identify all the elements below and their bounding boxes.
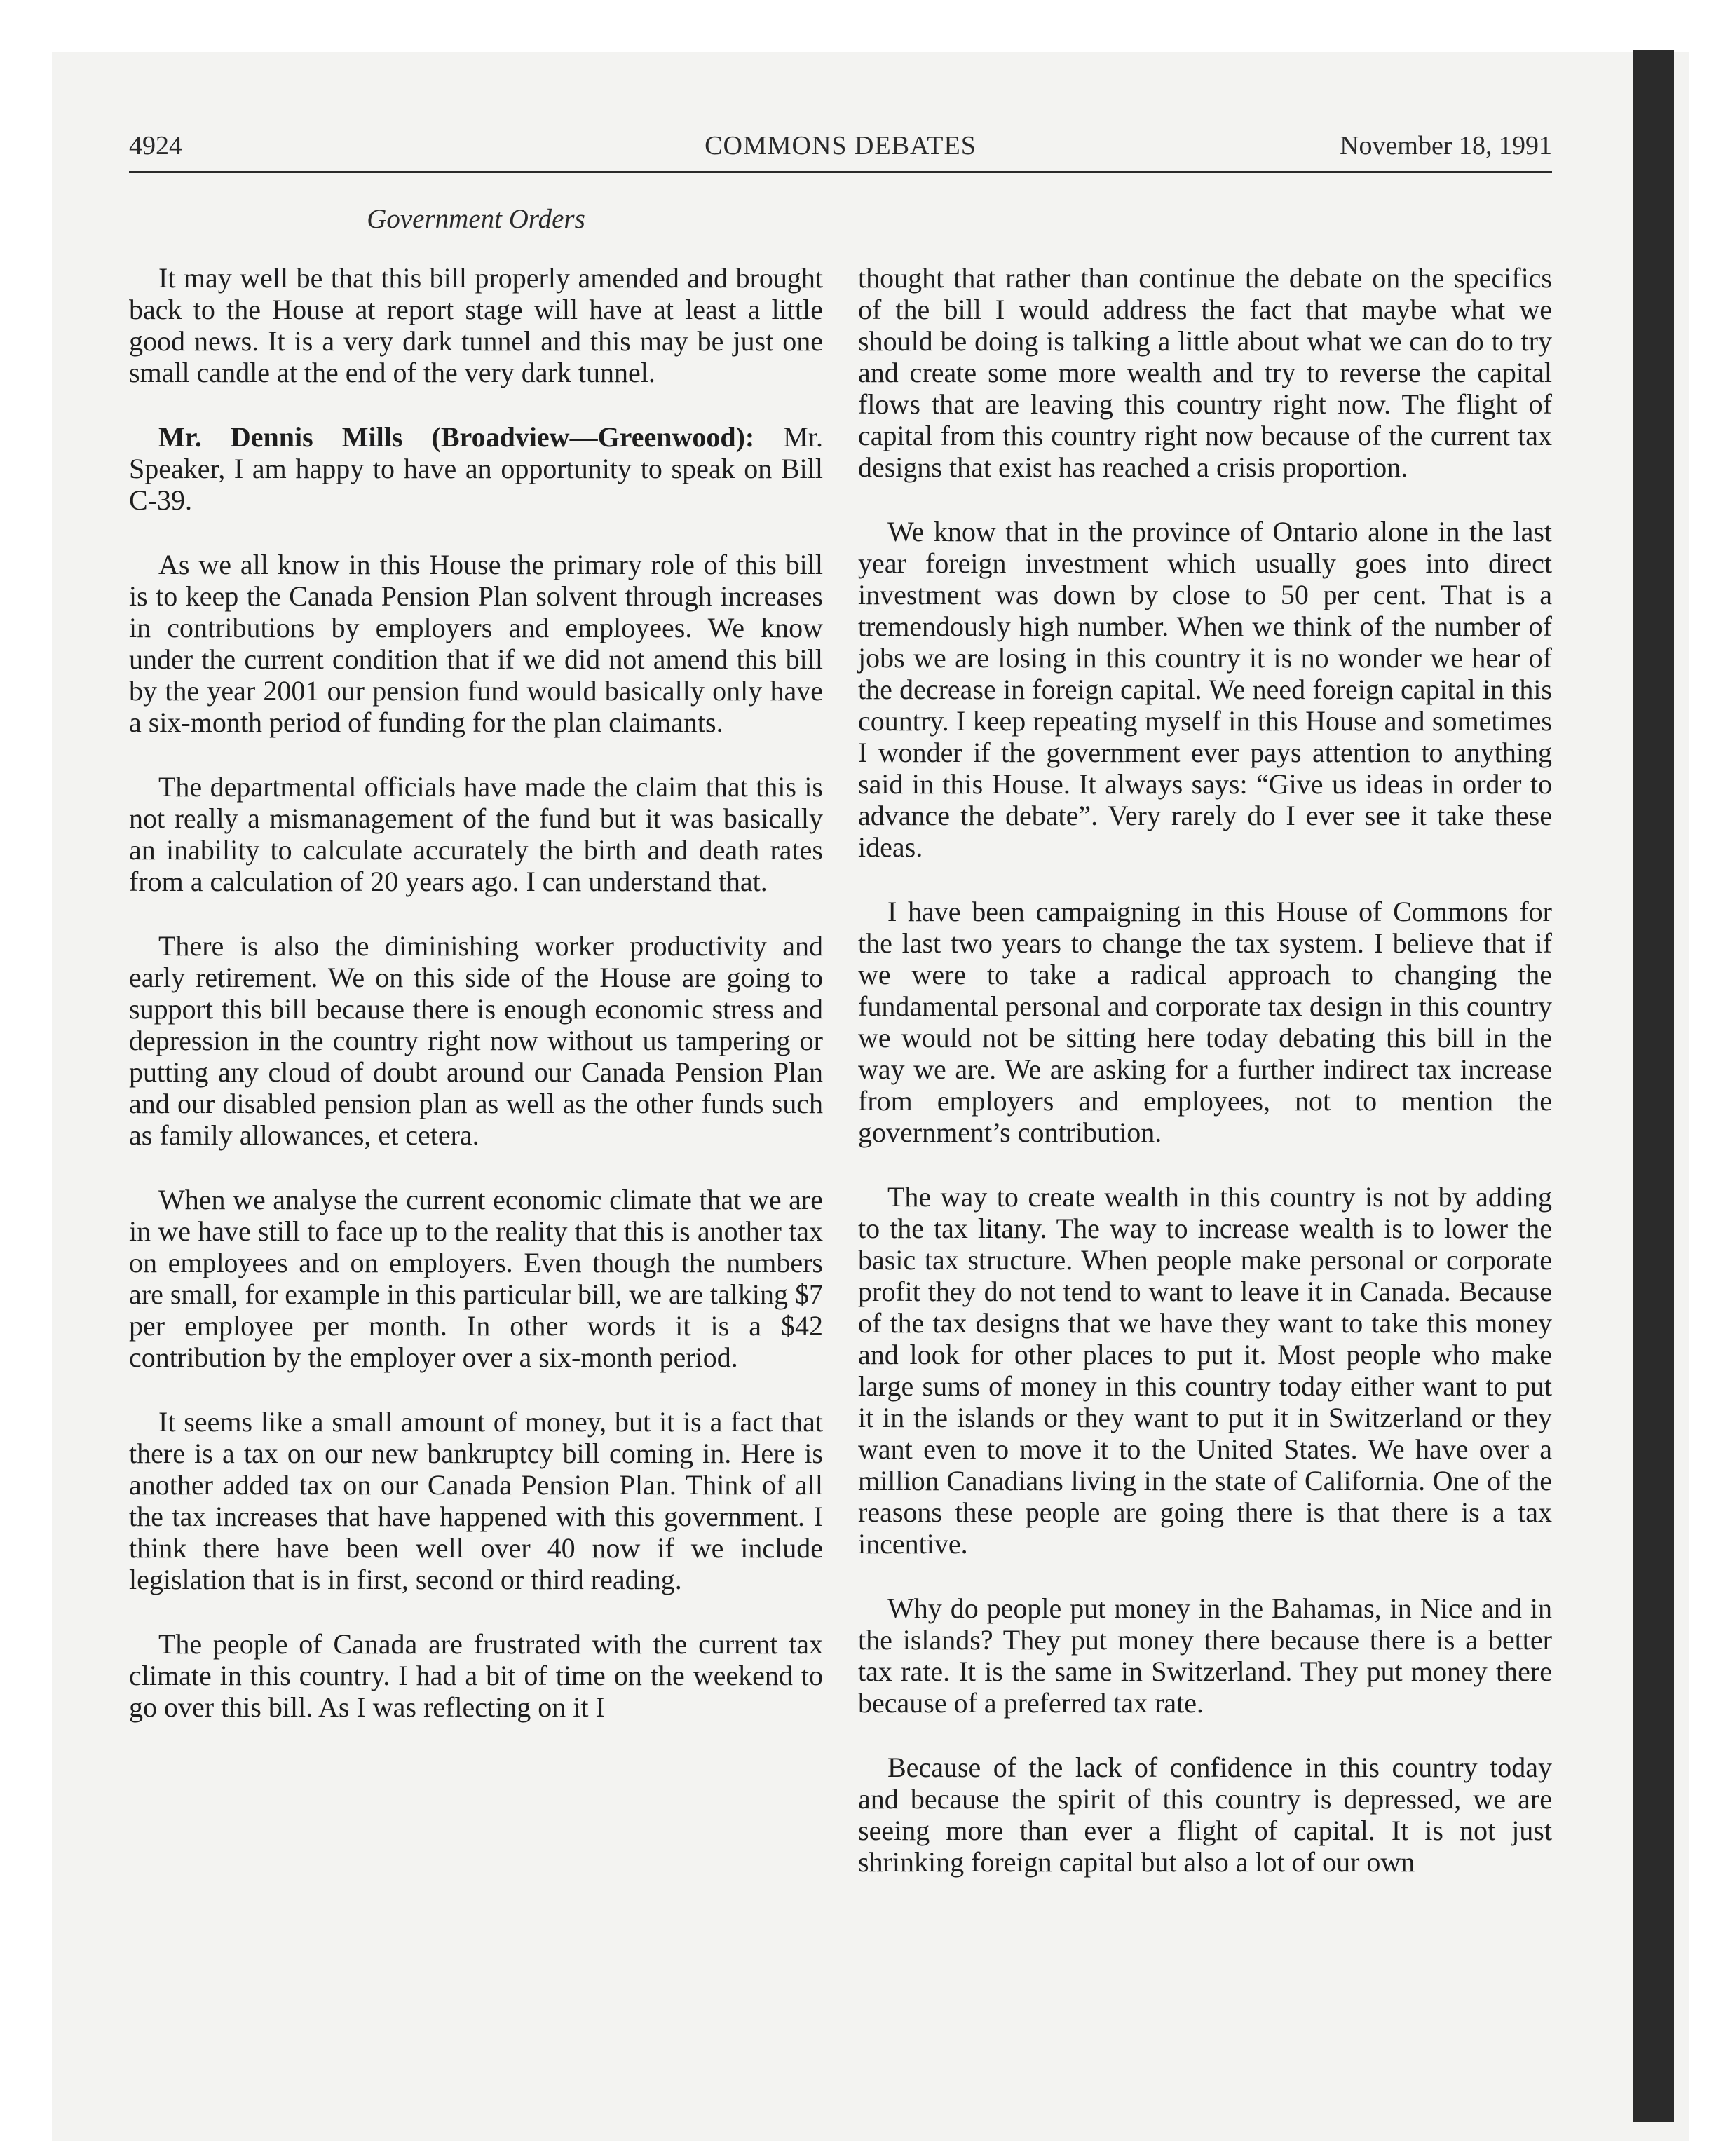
paragraph: The way to create wealth in this country is not by adding to the tax litany. The way to increase wealth is to lower the basic tax structure. When people make personal or corporate profit they do not tend to want to leave it in Canada. Because of the tax designs that we have they want to take this money and look for other places to put it. Most people who make large sums of money in this country today either want to put it in the islands or they want to put it in Switzerland or they want even to move it to the United States. We have over a million Canadians living in the state of California. One of the reasons these people are going there is that there is a tax incentive.: [858, 1181, 1552, 1560]
header-rule: [129, 171, 1552, 173]
scan-edge-bar: [1633, 50, 1674, 2122]
paragraph: When we analyse the current economic climate that we are in we have still to face up to the reality that this is another tax on employees and on employers. Even though the numbers are small, for example in this particular bill, we are talking $7 per employee per month. In other words it is a $42 contribution by the employer over a six-month period.: [129, 1184, 823, 1373]
paragraph: thought that rather than continue the debate on the specifics of the bill I would address the fact that maybe what we should be doing is talking a little about what we can do to try and create some more wealth and try to reverse the capital flows that are leaving this country right now. The flight of capital from this country right now because of the current tax designs that exist has reached a crisis proportion.: [858, 262, 1552, 483]
paragraph: The departmental officials have made the claim that this is not really a mismanagement of the fund but it was basically an inability to calculate accurately the birth and death rates from a calculation of 20 years ago. I can understand that.: [129, 771, 823, 897]
paragraph: The people of Canada are frustrated with the current tax climate in this country. I had a bit of time on the weekend to go over this bill. As I was reflecting on it I: [129, 1628, 823, 1723]
speaker-paragraph: [129, 421, 823, 516]
speaker-name: Mr. Dennis Mills (Broadview—Greenwood):: [158, 421, 755, 453]
paragraph: As we all know in this House the primary role of this bill is to keep the Canada Pension Plan solvent through increases in contributions by employers and employees. We know under the current condition that if we did not amend this bill by the year 2001 our pension fund would basically only have a six-month period of funding for the plan claimants.: [129, 549, 823, 738]
left-column: [129, 262, 823, 1756]
paragraph: It seems like a small amount of money, but it is a fact that there is a tax on our new bankruptcy bill coming in. Here is another added tax on our Canada Pension Plan. Think of all the tax increases that have happened with this government. I think there have been well over 40 now if we include legislation that is in first, second or third reading.: [129, 1406, 823, 1595]
section-title: Government Orders: [367, 204, 585, 234]
page-number: 4924: [129, 131, 182, 161]
speaker-text: Mr. Speaker, I am happy to have an opportunity to speak on Bill C-39.: [129, 421, 823, 516]
running-header: [129, 130, 1552, 172]
paragraph: I have been campaigning in this House of Commons for the last two years to change the tax system. I believe that if we were to take a radical approach to changing the fundamental personal and corporate tax design in this country we would not be sitting here today debating this bill in the way we are. We are asking for a further indirect tax increase from employers and employees, not to mention the government’s contribution.: [858, 896, 1552, 1148]
paragraph: Why do people put money in the Bahamas, in Nice and in the islands? They put money there because there is a better tax rate. It is the same in Switzerland. They put money there because of a preferred tax rate.: [858, 1592, 1552, 1719]
paragraph: We know that in the province of Ontario alone in the last year foreign investment which usually goes into direct investment was down by close to 50 per cent. That is a tremendously high number. When we think of the number of jobs we are losing in this country it is no wonder we hear of the decrease in foreign capital. We need foreign capital in this country. I keep repeating myself in this House and sometimes I wonder if the government ever pays attention to anything said in this House. It always says: “Give us ideas in order to advance the debate”. Very rarely do I ever see it take these ideas.: [858, 516, 1552, 863]
publication-title: COMMONS DEBATES: [705, 131, 977, 161]
paragraph: Because of the lack of confidence in this country today and because the spirit of this country is depressed, we are seeing more than ever a flight of capital. It is not just shrinking foreign capital but also a lot of our own: [858, 1752, 1552, 1878]
paragraph: It may well be that this bill properly amended and brought back to the House at report stage will have at least a little good news. It is a very dark tunnel and this may be just one small candle at the end of the very dark tunnel.: [129, 262, 823, 388]
right-column: [858, 262, 1552, 1911]
paragraph: There is also the diminishing worker productivity and early retirement. We on this side of the House are going to support this bill because there is enough economic stress and depression in the country right now without us tampering or putting any cloud of doubt around our Canada Pension Plan and our disabled pension plan as well as the other funds such as family allowances, et cetera.: [129, 930, 823, 1151]
header-date: November 18, 1991: [1340, 131, 1552, 161]
